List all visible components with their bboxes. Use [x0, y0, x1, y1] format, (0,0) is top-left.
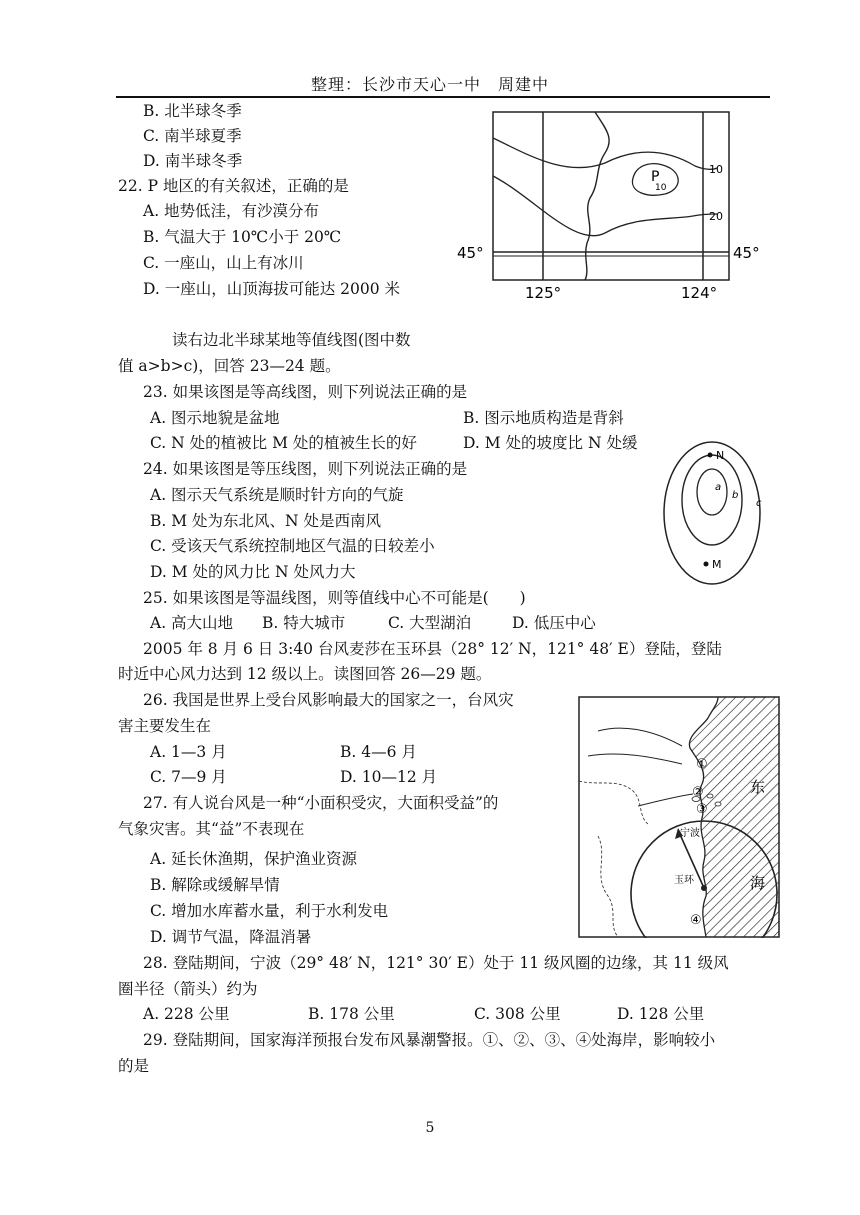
- option-23-c: C. N 处的植被比 M 处的植被生长的好: [150, 434, 417, 452]
- intro-23-24-line1: 读右边北半球某地等值线图(图中数: [172, 331, 411, 349]
- option-27-a: A. 延长休渔期，保护渔业资源: [150, 850, 358, 868]
- question-28: 28. 登陆期间，宁波（29° 48′ N，121° 30′ E）处于 11 级风圈的边缘，其 11 级风: [143, 954, 729, 972]
- yuhuan-point: [701, 885, 707, 891]
- question-25: 25. 如果该图是等温线图，则等值线中心不可能是( ): [143, 589, 526, 607]
- question-23: 23. 如果该图是等高线图，则下列说法正确的是: [143, 383, 468, 401]
- coastline-curve: [585, 112, 609, 280]
- n-label: N: [716, 449, 725, 462]
- option-22-a: A. 地势低洼，有沙漠分布: [143, 202, 320, 220]
- option-25-a: A. 高大山地: [150, 614, 234, 632]
- option-28-d: D. 128 公里: [617, 1005, 705, 1023]
- lat-left-label: 45°: [457, 244, 484, 262]
- option-21-d: D. 南半球冬季: [143, 152, 243, 170]
- question-27: 27. 有人说台风是一种“小面积受灾，大面积受益”的: [143, 794, 499, 812]
- a-label: a: [715, 482, 722, 493]
- lon-right-label: 124°: [681, 284, 718, 300]
- m-point: [704, 562, 709, 567]
- n-point: [708, 453, 713, 458]
- isoline-map-p: [455, 108, 765, 300]
- option-24-c: C. 受该天气系统控制地区气温的日较差小: [150, 537, 435, 555]
- option-22-d: D. 一座山，山顶海拔可能达 2000 米: [143, 280, 401, 298]
- option-23-d: D. M 处的坡度比 N 处缓: [463, 434, 638, 452]
- question-22: 22. P 地区的有关叙述，正确的是: [118, 177, 349, 195]
- question-26: 26. 我国是世界上受台风影响最大的国家之一，台风灾: [143, 691, 514, 709]
- option-28-b: B. 178 公里: [308, 1005, 395, 1023]
- p-value-label: 10: [655, 183, 667, 193]
- option-22-c: C. 一座山，山上有冰川: [143, 254, 304, 272]
- intro-26-29-line1: 2005 年 8 月 6 日 3:40 台风麦莎在玉环县（28° 12′ N，121° 48′ E）登陆，登陆: [143, 640, 722, 658]
- option-28-a: A. 228 公里: [143, 1005, 230, 1023]
- question-28-cont: 圈半径（箭头）约为: [118, 980, 258, 998]
- sea-label-2: 海: [750, 874, 766, 892]
- typhoon-map: [578, 696, 780, 938]
- lon-left-label: 125°: [525, 284, 562, 300]
- option-22-b: B. 气温大于 10℃小于 20℃: [143, 228, 342, 246]
- option-26-b: B. 4—6 月: [340, 743, 417, 761]
- yuhuan-label: 玉环: [674, 875, 694, 886]
- marker-4: ④: [690, 913, 702, 928]
- option-27-c: C. 增加水库蓄水量，利于水利发电: [150, 902, 389, 920]
- header-rule: [116, 96, 770, 98]
- b-label: b: [732, 490, 739, 501]
- option-24-d: D. M 处的风力比 N 处风力大: [150, 563, 356, 581]
- page-number: 5: [425, 1120, 435, 1136]
- marker-1: ①: [696, 757, 708, 772]
- option-25-b: B. 特大城市: [262, 614, 346, 632]
- option-23-a: A. 图示地貌是盆地: [150, 409, 280, 427]
- option-21-c: C. 南半球夏季: [143, 127, 242, 145]
- question-26-cont: 害主要发生在: [118, 717, 212, 735]
- intro-23-24-line2: 值 a>b>c)，回答 23—24 题。: [118, 357, 341, 375]
- option-28-c: C. 308 公里: [474, 1005, 561, 1023]
- option-27-d: D. 调节气温，降温消暑: [150, 928, 312, 946]
- option-21-b: B. 北半球冬季: [143, 102, 242, 120]
- option-23-b: B. 图示地质构造是背斜: [463, 409, 624, 427]
- isoline-20: [493, 176, 717, 236]
- sea-label-1: 东: [750, 778, 766, 796]
- option-25-d: D. 低压中心: [512, 614, 596, 632]
- isoline-20-label: 20: [709, 210, 723, 223]
- question-29-cont: 的是: [118, 1057, 150, 1075]
- option-26-d: D. 10—12 月: [340, 768, 438, 786]
- marker-2: ②: [692, 785, 704, 800]
- concentric-isoline-diagram: [660, 438, 770, 588]
- option-25-c: C. 大型湖泊: [388, 614, 472, 632]
- question-24: 24. 如果该图是等压线图，则下列说法正确的是: [143, 460, 468, 478]
- isoline-10-label: 10: [709, 163, 723, 176]
- lat-right-label: 45°: [733, 244, 760, 262]
- marker-3: ③: [696, 802, 708, 817]
- option-26-c: C. 7—9 月: [150, 768, 227, 786]
- option-24-b: B. M 处为东北风、N 处是西南风: [150, 512, 382, 530]
- ningbo-label: 宁波: [680, 828, 700, 839]
- question-27-cont: 气象灾害。其“益”不表现在: [118, 820, 305, 838]
- option-24-a: A. 图示天气系统是顺时针方向的气旋: [150, 486, 404, 504]
- p-label: P: [651, 169, 660, 185]
- intro-26-29-line2: 时近中心风力达到 12 级以上。读图回答 26—29 题。: [118, 665, 492, 683]
- option-27-b: B. 解除或缓解旱情: [150, 876, 280, 894]
- c-label: c: [756, 498, 762, 509]
- question-29: 29. 登陆期间，国家海洋预报台发布风暴潮警报。①、②、③、④处海岸，影响较小: [143, 1031, 716, 1049]
- option-26-a: A. 1—3 月: [150, 743, 227, 761]
- m-label: M: [712, 558, 722, 571]
- page-header: 整理：长沙市天心一中 周建中: [310, 75, 549, 94]
